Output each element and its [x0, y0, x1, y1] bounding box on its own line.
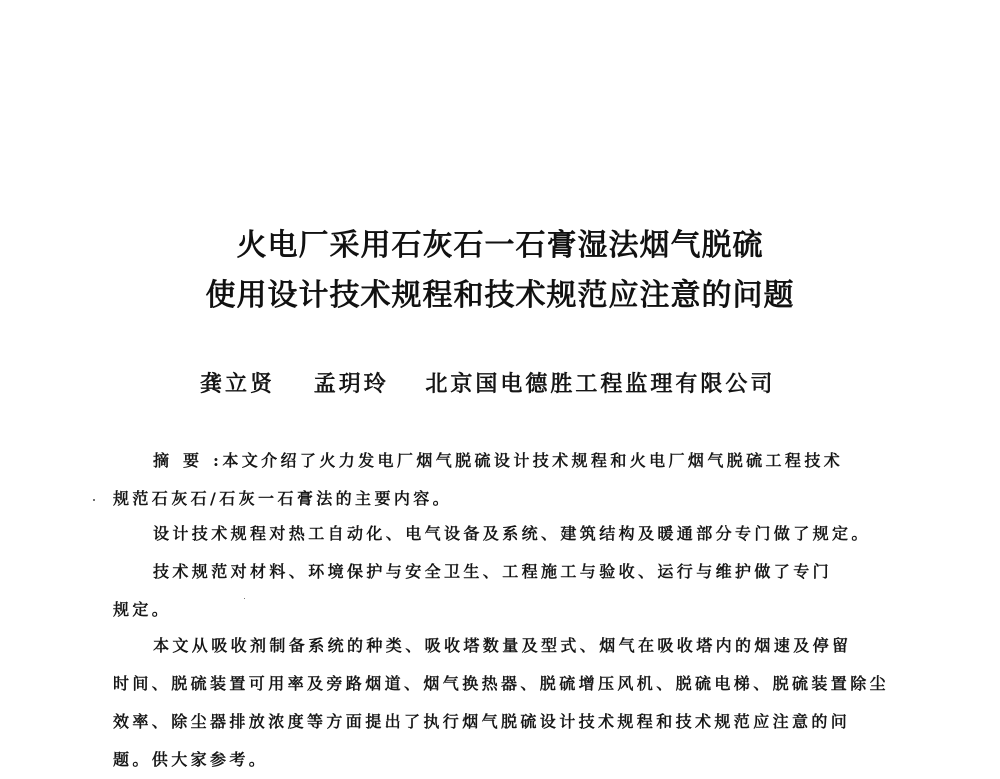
abstract-paragraph-2 — [113, 515, 883, 553]
abstract-line: 时间、脱硫装置可用率及旁路烟道、烟气换热器、脱硫增压风机、脱硫电梯、脱硫装置除尘 — [113, 674, 890, 693]
author-name-2: 孟玥玲 — [313, 371, 389, 397]
author-affiliation: 北京国电德胜工程监理有限公司 — [425, 371, 776, 397]
author-name-1: 龚立贤 — [200, 371, 276, 397]
abstract-paragraph-4 — [113, 627, 890, 779]
abstract-line: 技术规范对材料、环境保护与安全卫生、工程施工与验收、运行与维护做了专门 — [153, 562, 833, 581]
abstract-label: 摘要 — [153, 451, 214, 470]
scan-speck — [93, 499, 95, 501]
abstract-line: 效率、除尘器排放浓度等方面提出了执行烟气脱硫设计技术规程和技术规范应注意的问 — [113, 712, 851, 731]
abstract-line: 题。供大家参考。 — [113, 750, 269, 769]
abstract-paragraph-1 — [113, 442, 883, 518]
abstract-line: 设计技术规程对热工自动化、电气设备及系统、建筑结构及暖通部分专门做了规定。 — [153, 524, 871, 543]
title-line-2: 使用设计技术规程和技术规范应注意的问题 — [205, 278, 795, 313]
abstract-text: :本文介绍了火力发电厂烟气脱硫设计技术规程和火电厂烟气脱硫工程技术 — [213, 451, 844, 470]
title-line-1: 火电厂采用石灰石一石膏湿法烟气脱硫 — [236, 228, 764, 263]
abstract-line: 规范石灰石/石灰一石膏法的主要内容。 — [113, 489, 453, 508]
abstract-line: 本文从吸收剂制备系统的种类、吸收塔数量及型式、烟气在吸收塔内的烟速及停留 — [153, 636, 852, 655]
abstract-paragraph-3 — [113, 553, 883, 629]
scan-speck — [244, 598, 245, 599]
abstract-line — [113, 442, 883, 480]
abstract-line: 规定。 — [113, 600, 172, 619]
author-line — [200, 367, 820, 398]
